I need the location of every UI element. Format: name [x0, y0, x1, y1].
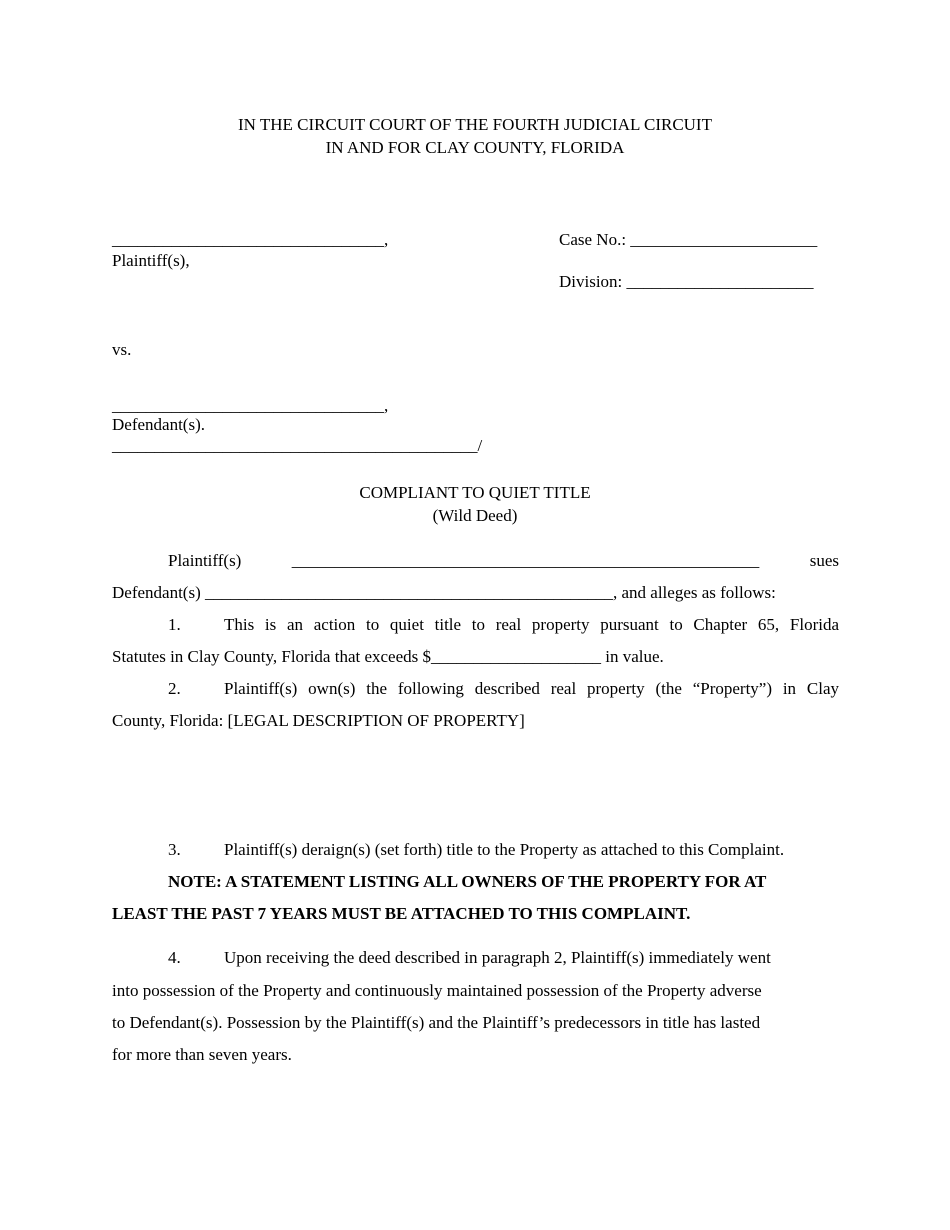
paragraph-3-number: 3. [168, 840, 181, 859]
division-field[interactable]: Division: ______________________ [559, 272, 814, 291]
paragraph-3-line1: Plaintiff(s) deraign(s) (set forth) title to the Property as attached to this Complaint. [224, 840, 785, 859]
court-heading [0, 113, 950, 159]
intro-plaintiff-blank[interactable]: _______________________________________________________ [291, 551, 760, 570]
court-heading-line2: IN AND FOR CLAY COUNTY, FLORIDA [325, 138, 625, 157]
paragraph-1-line1 [224, 615, 839, 635]
paragraph-4-line4: for more than seven years. [112, 1045, 292, 1064]
caption-end-line: ___________________________________________/ [112, 436, 483, 455]
case-number-field[interactable]: Case No.: ______________________ [559, 230, 818, 249]
intro-sues-word: sues [809, 551, 839, 570]
intro-line2: Defendant(s) ________________________________________________, and alleges as follows: [112, 583, 776, 602]
paragraph-2-line1 [224, 679, 839, 699]
paragraph-2-line1-text: Plaintiff(s) own(s) the following described real property (the “Property”) in Clay [224, 679, 839, 698]
paragraph-1-line2: Statutes in Clay County, Florida that exceeds $____________________ in value. [112, 647, 664, 666]
document-title [0, 481, 950, 527]
note-line1: NOTE: A STATEMENT LISTING ALL OWNERS OF THE PROPERTY FOR AT [168, 872, 767, 891]
paragraph-4-line1: Upon receiving the deed described in paragraph 2, Plaintiff(s) immediately went [224, 948, 771, 967]
paragraph-2-number: 2. [168, 679, 181, 698]
paragraph-1-line1-text: This is an action to quiet title to real property pursuant to Chapter 65, Florida [224, 615, 839, 634]
versus-label: vs. [112, 340, 132, 359]
paragraph-4-line3: to Defendant(s). Possession by the Plaintiff(s) and the Plaintiff’s predecessors in title has lasted [112, 1013, 761, 1032]
document-title-sub: (Wild Deed) [432, 506, 518, 525]
intro-plaintiff-word: Plaintiff(s) [168, 551, 242, 570]
defendant-label: Defendant(s). [112, 415, 205, 434]
paragraph-1-number: 1. [168, 615, 181, 634]
court-heading-line1: IN THE CIRCUIT COURT OF THE FOURTH JUDICIAL CIRCUIT [238, 115, 712, 134]
intro-line1 [168, 551, 839, 571]
defendant-name-blank[interactable]: ________________________________, [112, 396, 389, 415]
document-title-main: COMPLIANT TO QUIET TITLE [359, 483, 591, 502]
plaintiff-name-blank[interactable]: ________________________________, [112, 230, 389, 249]
paragraph-4-number: 4. [168, 948, 181, 967]
paragraph-4-line2: into possession of the Property and continuously maintained possession of the Property adverse [112, 981, 762, 1000]
paragraph-2-line2: County, Florida: [LEGAL DESCRIPTION OF PROPERTY] [112, 711, 525, 730]
note-line2: LEAST THE PAST 7 YEARS MUST BE ATTACHED TO THIS COMPLAINT. [112, 904, 691, 923]
plaintiff-label: Plaintiff(s), [112, 251, 190, 270]
